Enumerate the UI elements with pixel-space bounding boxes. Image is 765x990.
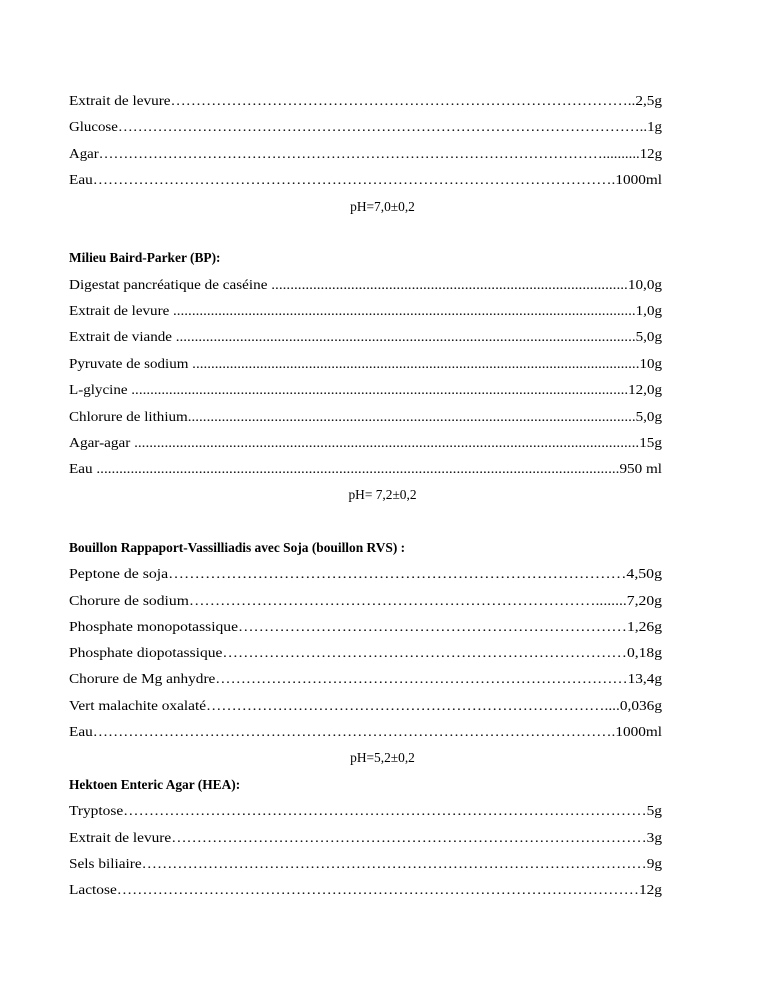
ingredient-row: Tryptose…………………………………………………………………………………………5g	[69, 803, 662, 818]
ingredient-row: Extrait de levure ...........................................................................................................................1,0g	[69, 303, 662, 318]
ingredient-row: L-glycine ....................................................................................................................................12,0g	[69, 382, 662, 397]
ingredient-row: Glucose……………………………………………………………………………………………..1g	[69, 119, 662, 134]
ingredient-row: Agar-agar .....................................................................................................................................15g	[69, 435, 662, 450]
ingredient-row: Phosphate monopotassique…………………………………………………………………1,26g	[69, 619, 662, 634]
ph-value: pH=7,0±0,2	[350, 199, 415, 214]
ingredient-row: Chorure de sodium……………………………………………………………………........7,20g	[69, 593, 662, 608]
ingredient-row: Phosphate diopotassique……………………………………………………………………0,18g	[69, 645, 662, 660]
ingredient-row: Digestat pancréatique de caséine ..............................................................................................10,0g	[69, 277, 662, 292]
ph-value: pH= 7,2±0,2	[348, 487, 417, 502]
ingredient-row: Eau………………………………………………………………………………………….1000ml	[69, 172, 662, 187]
ingredient-row: Chorure de Mg anhydre………………………………………………………………………13,4g	[69, 671, 662, 686]
ingredient-row: Chlorure de lithium.......................................................................................................................5,0g	[69, 409, 662, 424]
section-title: Hektoen Enteric Agar (HEA):	[69, 777, 241, 792]
ingredient-row: Agar…………………………………………………………………………………………..........12g	[69, 146, 662, 161]
ingredient-row: Vert malachite oxalaté……………………………………………………………………....0,036g	[69, 698, 662, 713]
ph-value: pH=5,2±0,2	[350, 750, 415, 765]
ingredient-row: Eau………………………………………………………………………………………….1000ml	[69, 724, 662, 739]
ingredient-row: Extrait de levure…………………………………………………………………………………3g	[69, 830, 662, 845]
ingredient-row: Extrait de levure………………………………………………………………………………..2,5g	[69, 93, 662, 108]
section-title: Milieu Baird-Parker (BP):	[69, 250, 221, 265]
ingredient-row: Peptone de soja……………………………………………………………………………4,50g	[69, 566, 662, 581]
ingredient-row: Sels biliaire………………………………………………………………………………………9g	[69, 856, 662, 871]
section-title: Bouillon Rappaport-Vassilliadis avec Soja (bouillon RVS) :	[69, 540, 406, 555]
ingredient-row: Pyruvate de sodium .......................................................................................................................10g	[69, 356, 662, 371]
ingredient-row: Lactose…………………………………………………………………………………………12g	[69, 882, 662, 897]
ingredient-row: Extrait de viande ..........................................................................................................................5,0g	[69, 329, 662, 344]
ingredient-row: Eau ..........................................................................................................................................950 ml	[69, 461, 662, 476]
